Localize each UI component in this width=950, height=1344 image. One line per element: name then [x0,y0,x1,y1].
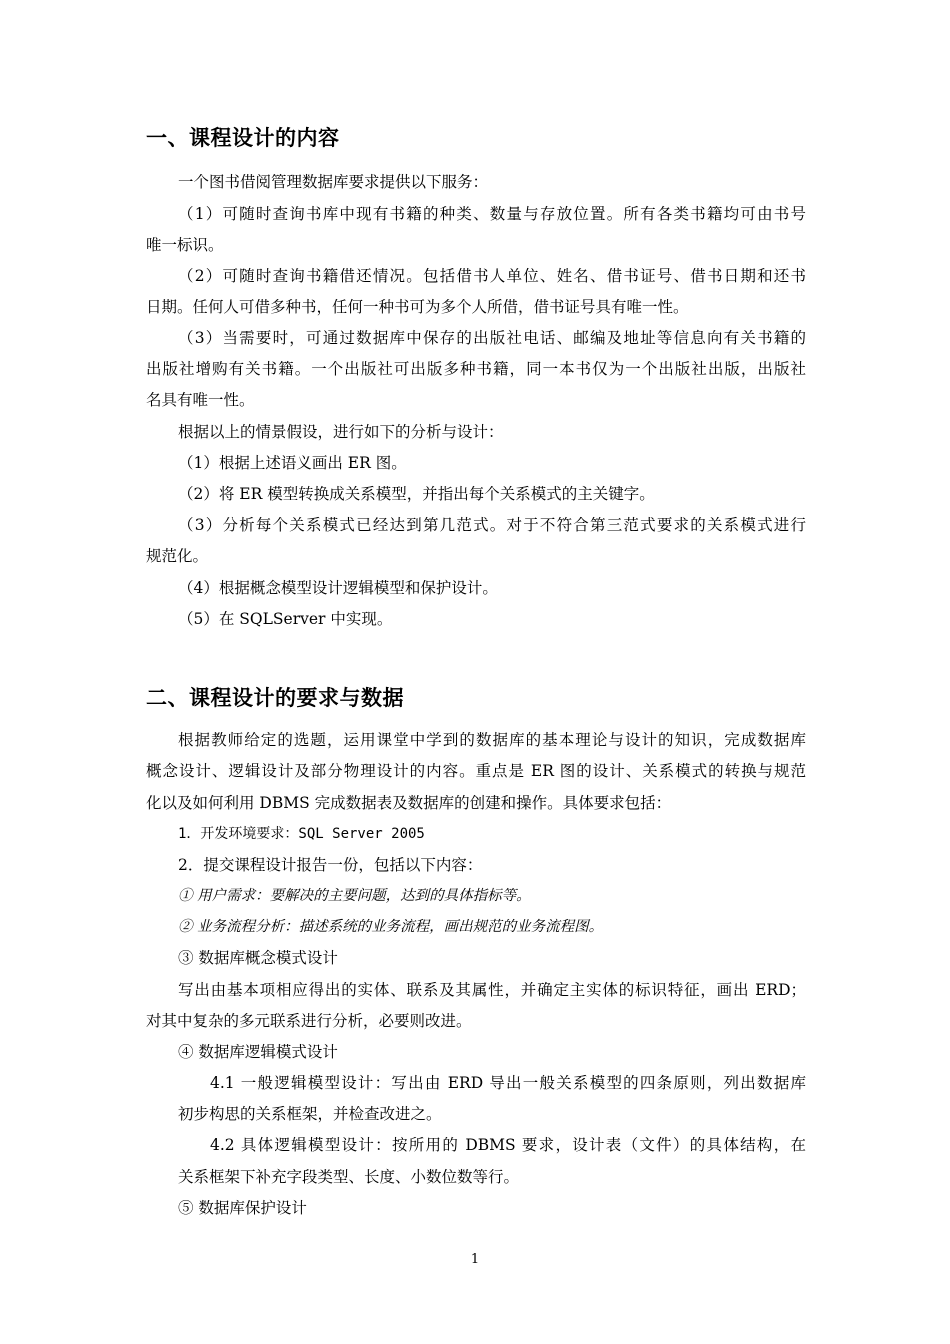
paragraph-line: 写出由基本项相应得出的实体、联系及其属性，并确定主实体的标识特征，画出 ERD； [178,981,806,999]
list-item: （5）在 SQLServer 中实现。 [178,610,393,628]
paragraph-line: 名具有唯一性。 [146,391,255,409]
list-item: （2）将 ER 模型转换成关系模型，并指出每个关系模式的主关键字。 [178,485,655,503]
list-item: ④ 数据库逻辑模式设计 [178,1043,338,1061]
paragraph-line: 唯一标识。 [146,236,224,254]
list-item: ② 业务流程分析：描述系统的业务流程，画出规范的业务流程图。 [178,919,604,935]
list-item: （1）根据上述语义画出 ER 图。 [178,454,407,472]
paragraph-line: 规范化。 [146,547,209,565]
paragraph-line: 化以及如何利用 DBMS 完成数据表及数据库的创建和操作。具体要求包括： [146,794,672,812]
list-item: （3）分析每个关系模式已经达到第几范式。对于不符合第三范式要求的关系模式进行 [178,516,806,534]
paragraph-line: 概念设计、逻辑设计及部分物理设计的内容。重点是 ER 图的设计、关系模式的转换与规范 [146,762,806,780]
paragraph-line: 根据以上的情景假设，进行如下的分析与设计： [178,423,504,441]
list-item: ① 用户需求：要解决的主要问题，达到的具体指标等。 [178,888,531,904]
paragraph-line: （3）当需要时，可通过数据库中保存的出版社电话、邮编及地址等信息向有关书籍的 [178,329,806,347]
paragraph-line: 4.2 具体逻辑模型设计：按所用的 DBMS 要求，设计表（文件）的具体结构，在 [210,1136,806,1154]
section1-heading: 一、课程设计的内容 [146,126,340,150]
list-item: 2．提交课程设计报告一份，包括以下内容： [178,856,483,874]
page-number: 1 [470,1252,480,1267]
list-item: ③ 数据库概念模式设计 [178,949,338,967]
section2-heading: 二、课程设计的要求与数据 [146,686,404,710]
paragraph-line: 关系框架下补充字段类型、长度、小数位数等行。 [178,1168,520,1186]
paragraph-line: 一个图书借阅管理数据库要求提供以下服务： [178,173,489,191]
list-item: （4）根据概念模型设计逻辑模型和保护设计。 [178,579,498,597]
paragraph-line: 根据教师给定的选题，运用课堂中学到的数据库的基本理论与设计的知识，完成数据库 [178,731,806,749]
paragraph-line: （1）可随时查询书库中现有书籍的种类、数量与存放位置。所有各类书籍均可由书号 [178,205,806,223]
paragraph-line: 4.1 一般逻辑模型设计：写出由 ERD 导出一般关系模型的四条原则，列出数据库 [210,1074,806,1092]
list-item: ⑤ 数据库保护设计 [178,1199,307,1217]
paragraph-line: （2）可随时查询书籍借还情况。包括借书人单位、姓名、借书证号、借书日期和还书 [178,267,806,285]
paragraph-line: 出版社增购有关书籍。一个出版社可出版多种书籍，同一本书仅为一个出版社出版，出版社 [146,360,806,378]
paragraph-line: 对其中复杂的多元联系进行分析，必要则改进。 [146,1012,472,1030]
list-item: 1．开发环境要求：SQL Server 2005 [178,826,425,842]
paragraph-line: 初步构思的关系框架，并检查改进之。 [178,1105,442,1123]
paragraph-line: 日期。任何人可借多种书，任何一种书可为多个人所借，借书证号具有唯一性。 [146,298,689,316]
